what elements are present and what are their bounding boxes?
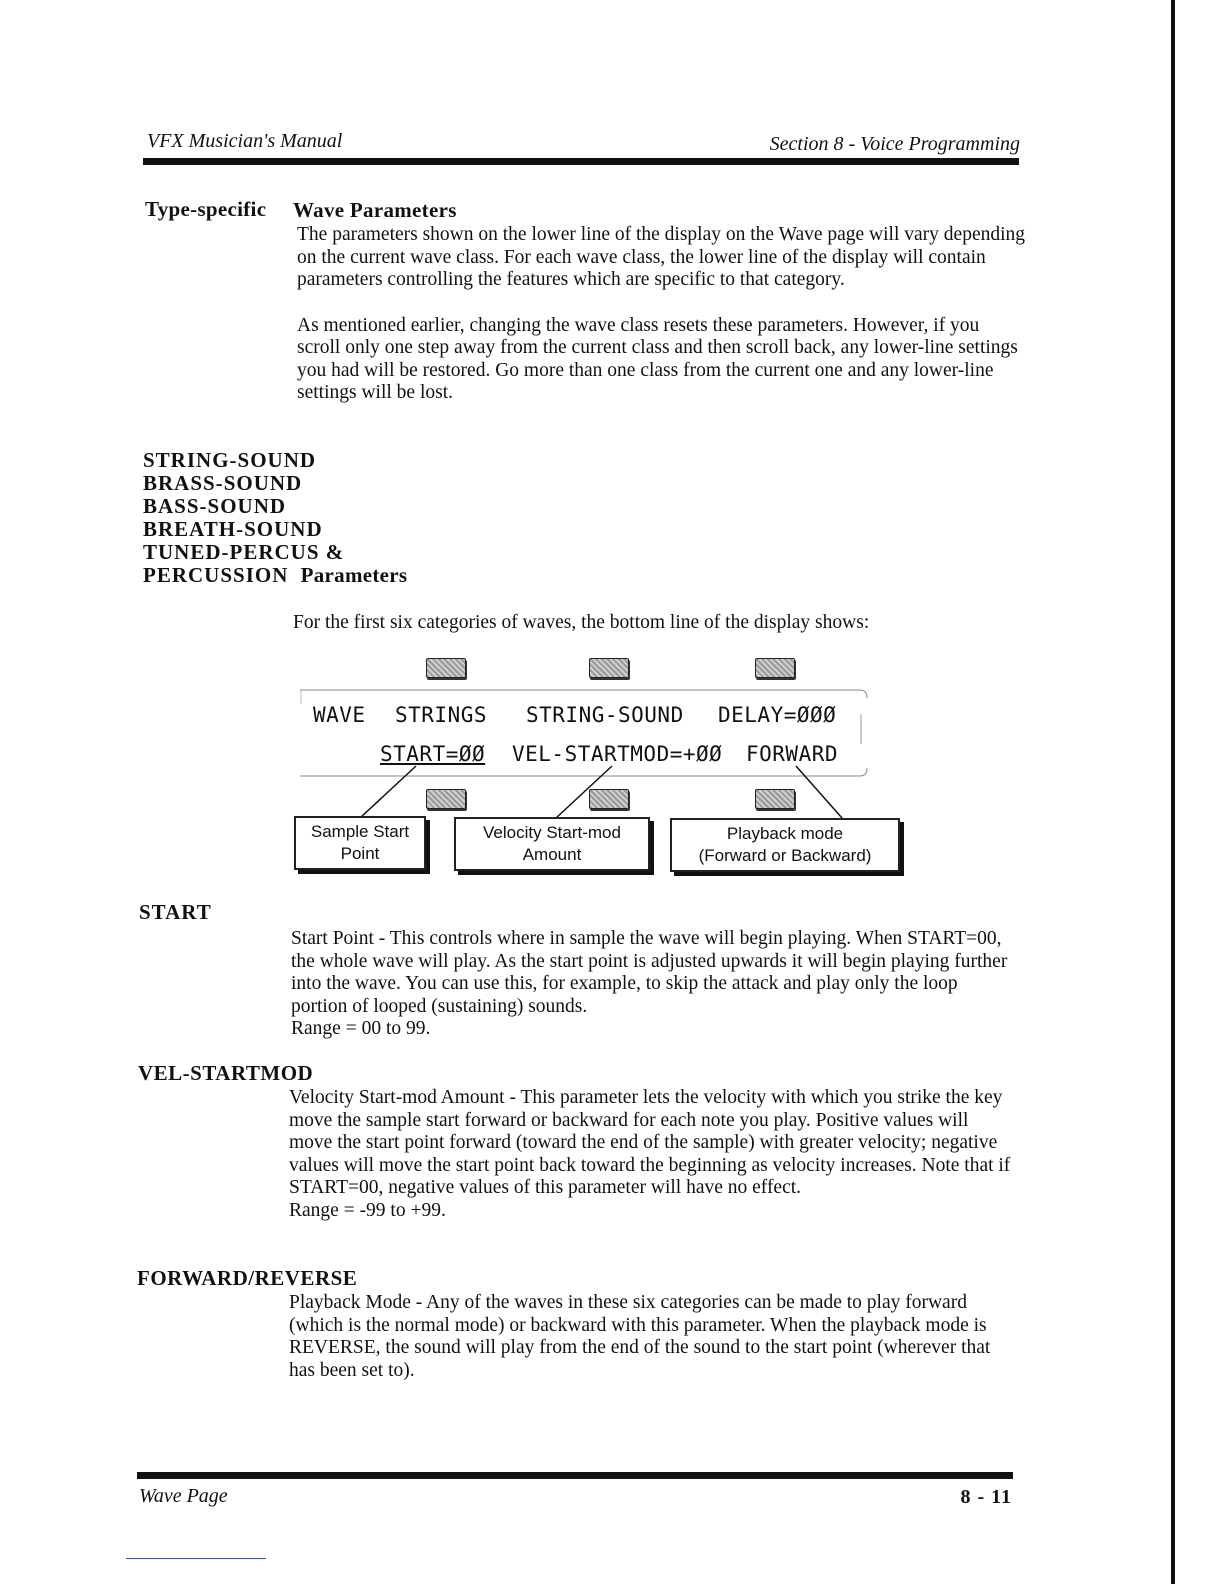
footer-rule <box>137 1472 1013 1479</box>
lcd-delay: DELAY=ØØØ <box>718 703 837 727</box>
category-breath-sound: BREATH-SOUND <box>143 517 323 541</box>
param-start-heading: START <box>139 900 212 924</box>
callout-playback-mode-line2: (Forward or Backward) <box>698 846 872 865</box>
header-title: VFX Musician's Manual <box>147 130 343 152</box>
param-fwdrev-body <box>289 1292 1013 1382</box>
category-list <box>143 449 407 587</box>
param-start-description: Start Point - This controls where in sample the wave will begin playing. When START=00, the whole wave will play. As the start point is adjusted upwards it will begin playing further into the wave. You can use this, for example, to skip the attack and play only the loop portion of looped (sustaining) sounds. <box>291 928 1008 1017</box>
param-velmod-range: Range = -99 to +99. <box>289 1199 446 1221</box>
callout-velocity-startmod-line2: Amount <box>522 845 582 864</box>
callout-sample-start-line1: Sample Start <box>310 822 410 841</box>
category-parameters-label: Parameters <box>300 563 408 587</box>
lcd-wave-class: STRING-SOUND <box>526 703 684 727</box>
lcd-start-param: START=ØØ <box>380 742 486 766</box>
param-velmod-heading: VEL-STARTMOD <box>138 1061 314 1085</box>
category-bass-sound: BASS-SOUND <box>143 494 287 518</box>
param-fwdrev-heading: FORWARD/REVERSE <box>137 1266 358 1290</box>
callout-leader-lines <box>330 764 850 824</box>
param-fwdrev-description: Playback Mode - Any of the waves in these six categories can be made to play forward (which is the normal mode) or backward with this parameter. When the playback mode is REVERSE, the sound will play from the end of the sound to the start point (wherever that has been set to). <box>289 1292 991 1381</box>
soft-button-top-2 <box>589 658 629 678</box>
callout-velocity-startmod-line1: Velocity Start-mod <box>483 823 621 842</box>
paragraph-wave-class-params: The parameters shown on the lower line of the display on the Wave page will vary depending on the current wave class. For each wave class, the lower line of the display will contain parameters controlling the features which are specific to that category. <box>297 224 1026 290</box>
lcd-wave-name: STRINGS <box>395 703 488 727</box>
category-percussion-line <box>143 564 407 587</box>
header-section: Section 8 - Voice Programming <box>769 133 1020 155</box>
footer-title: Wave Page <box>139 1485 228 1507</box>
soft-button-top-3 <box>755 658 795 678</box>
callout-velocity-startmod <box>454 817 650 871</box>
soft-button-top-1 <box>426 658 466 678</box>
header-rule <box>143 158 1019 165</box>
paragraph-reset-behaviour: As mentioned earlier, changing the wave class resets these parameters. However, if you scroll only one step away from the current class and then scroll back, any lower-line settings you had will be restored. Go more than one class from the current one and any lower-line settings will be lost. <box>297 314 1018 403</box>
param-velmod-description: Velocity Start-mod Amount - This parameter lets the velocity with which you strike the key move the sample start forward or backward for each note you play. Positive values will move the start point forward (toward the end of the sample) with greater velocity; negative values will move the start point back toward the beginning as velocity increases. Note that if START=00, negative values of this parameter will have no effect. <box>289 1087 1011 1198</box>
callout-playback-mode <box>670 818 900 872</box>
section-description <box>297 224 1027 405</box>
lcd-velmod-param: VEL-STARTMOD=+ØØ <box>512 742 723 766</box>
param-velmod-body <box>289 1087 1013 1222</box>
page-number: 8 - 11 <box>960 1486 1012 1508</box>
lcd-wave-label: WAVE <box>313 703 366 727</box>
display-intro: For the first six categories of waves, the bottom line of the display shows: <box>293 612 870 633</box>
callout-sample-start-line2: Point <box>340 844 380 863</box>
lcd-direction-param: FORWARD <box>746 742 839 766</box>
category-tuned-percus: TUNED-PERCUS & <box>143 540 345 564</box>
param-start-body <box>291 928 1013 1041</box>
param-start-range: Range = 00 to 99. <box>291 1018 431 1039</box>
section-heading-right: Wave Parameters <box>293 198 457 222</box>
section-heading-left: Type-specific <box>145 197 267 221</box>
category-percussion: PERCUSSION <box>143 563 289 587</box>
callout-playback-mode-line1: Playback mode <box>726 824 844 843</box>
category-brass-sound: BRASS-SOUND <box>143 471 303 495</box>
category-string-sound: STRING-SOUND <box>143 448 317 472</box>
scan-edge-right <box>1171 0 1175 1584</box>
callout-sample-start <box>294 816 426 870</box>
scan-underline-bottom <box>126 1558 266 1559</box>
